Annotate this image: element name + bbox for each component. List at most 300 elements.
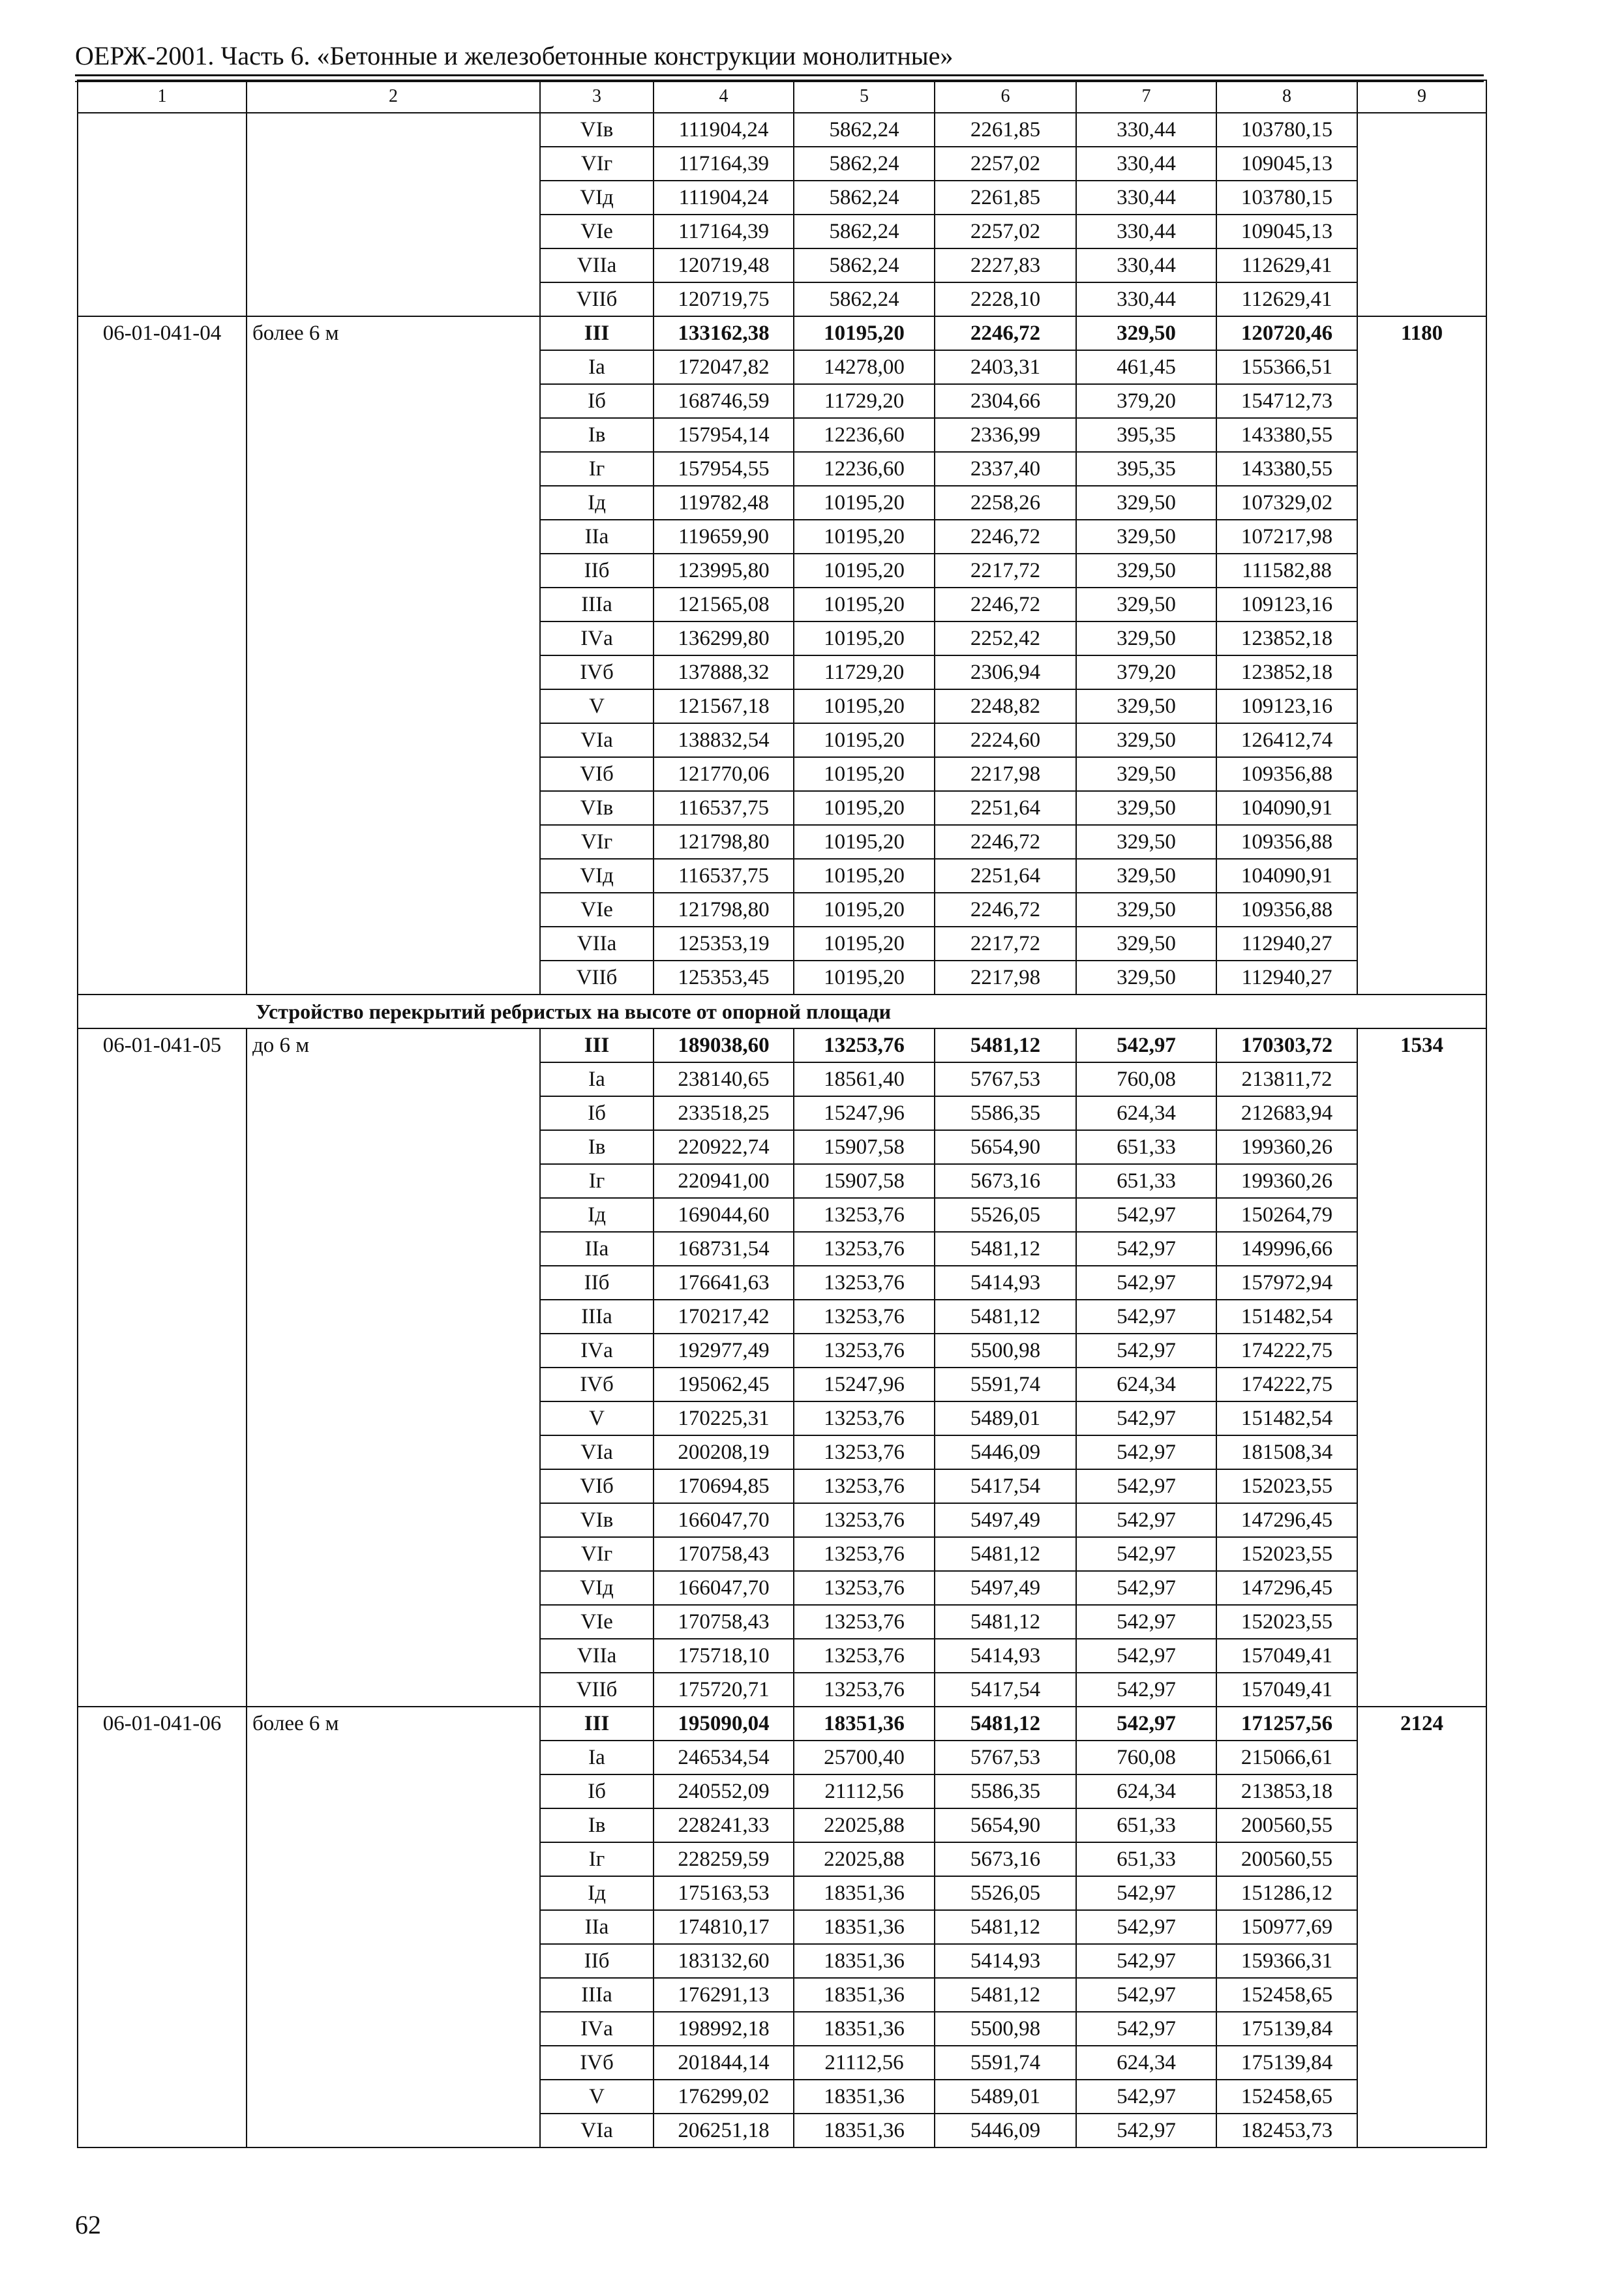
col4-value: 125353,45 [654,961,794,995]
col7-value: 329,50 [1076,757,1216,791]
col4-value: 136299,80 [654,621,794,655]
col4-value: 169044,60 [654,1198,794,1232]
col4-value: 168746,59 [654,384,794,418]
col5-value: 22025,88 [794,1808,935,1842]
col8-value: 112940,27 [1216,961,1357,995]
code-cell: 06-01-041-04 [78,316,247,995]
col8-value: 155366,51 [1216,350,1357,384]
col8-value: 151286,12 [1216,1876,1357,1910]
col6-value: 2248,82 [935,689,1076,723]
col5-value: 13253,76 [794,1401,935,1435]
class-cell: VIд [540,859,654,893]
col4-value: 220941,00 [654,1164,794,1198]
column-number: 2 [247,80,540,113]
col5-value: 13253,76 [794,1028,935,1062]
col7-value: 379,20 [1076,384,1216,418]
col5-value: 13253,76 [794,1605,935,1639]
col7-value: 329,50 [1076,893,1216,927]
col6-value: 2261,85 [935,113,1076,147]
col9-cell: 2124 [1357,1707,1486,2147]
col4-value: 166047,70 [654,1503,794,1537]
col8-value: 109123,16 [1216,689,1357,723]
col4-value: 175718,10 [654,1639,794,1673]
col8-value: 149996,66 [1216,1232,1357,1266]
col5-value: 13253,76 [794,1198,935,1232]
class-cell: Iг [540,1164,654,1198]
col8-value: 157049,41 [1216,1673,1357,1707]
col7-value: 461,45 [1076,350,1216,384]
col6-value: 5481,12 [935,1300,1076,1334]
col5-value: 13253,76 [794,1334,935,1368]
header-rule [75,74,1484,76]
col4-value: 170694,85 [654,1469,794,1503]
col6-value: 2257,02 [935,147,1076,181]
col5-value: 18561,40 [794,1062,935,1096]
class-cell: IIа [540,1910,654,1944]
col5-value: 18351,36 [794,1707,935,1741]
col5-value: 5862,24 [794,215,935,248]
column-number: 4 [654,80,794,113]
class-cell: Iд [540,1198,654,1232]
col6-value: 2403,31 [935,350,1076,384]
col4-value: 116537,75 [654,791,794,825]
class-cell: VIв [540,1503,654,1537]
col5-value: 11729,20 [794,384,935,418]
class-cell: IIIа [540,588,654,621]
page-header [75,40,1484,82]
col7-value: 329,50 [1076,723,1216,757]
col7-value: 329,50 [1076,486,1216,520]
class-cell: IVб [540,1368,654,1401]
col8-value: 151482,54 [1216,1401,1357,1435]
col6-value: 5481,12 [935,1537,1076,1571]
col7-value: 651,33 [1076,1842,1216,1876]
column-number: 1 [78,80,247,113]
col8-value: 151482,54 [1216,1300,1357,1334]
col7-value: 329,50 [1076,825,1216,859]
col8-value: 120720,46 [1216,316,1357,350]
col5-value: 13253,76 [794,1571,935,1605]
col7-value: 542,97 [1076,1435,1216,1469]
col7-value: 542,97 [1076,1232,1216,1266]
col8-value: 104090,91 [1216,791,1357,825]
col8-value: 154712,73 [1216,384,1357,418]
col4-value: 200208,19 [654,1435,794,1469]
col8-value: 199360,26 [1216,1164,1357,1198]
col6-value: 5526,05 [935,1198,1076,1232]
col5-value: 5862,24 [794,248,935,282]
col4-value: 201844,14 [654,2046,794,2080]
col6-value: 2336,99 [935,418,1076,452]
class-cell: Iб [540,1096,654,1130]
col5-value: 10195,20 [794,927,935,961]
class-cell: IVб [540,2046,654,2080]
col4-value: 125353,19 [654,927,794,961]
col6-value: 5481,12 [935,1910,1076,1944]
section-row [78,995,1486,1028]
class-cell: IVб [540,655,654,689]
col7-value: 542,97 [1076,1876,1216,1910]
class-cell: IVа [540,2012,654,2046]
col6-value: 5414,93 [935,1944,1076,1978]
description-cell: более 6 м [247,316,540,995]
col6-value: 5489,01 [935,2080,1076,2114]
col4-value: 176641,63 [654,1266,794,1300]
col8-value: 109123,16 [1216,588,1357,621]
class-cell: VIв [540,113,654,147]
col8-value: 150264,79 [1216,1198,1357,1232]
class-cell: IIб [540,1266,654,1300]
col4-value: 168731,54 [654,1232,794,1266]
col7-value: 624,34 [1076,1774,1216,1808]
col8-value: 123852,18 [1216,621,1357,655]
col6-value: 5767,53 [935,1741,1076,1774]
col4-value: 228241,33 [654,1808,794,1842]
col4-value: 119659,90 [654,520,794,554]
class-cell: Iа [540,1741,654,1774]
col7-value: 651,33 [1076,1164,1216,1198]
code-cell [78,113,247,316]
col5-value: 13253,76 [794,1503,935,1537]
col6-value: 2304,66 [935,384,1076,418]
class-cell: Iв [540,1808,654,1842]
col4-value: 176299,02 [654,2080,794,2114]
col7-value: 542,97 [1076,2080,1216,2114]
class-cell: Iа [540,350,654,384]
col7-value: 329,50 [1076,859,1216,893]
col8-value: 150977,69 [1216,1910,1357,1944]
class-cell: V [540,2080,654,2114]
col5-value: 13253,76 [794,1300,935,1334]
col4-value: 220922,74 [654,1130,794,1164]
col8-value: 174222,75 [1216,1334,1357,1368]
class-cell: VIIа [540,1639,654,1673]
table-row [78,1028,1486,1062]
rates-table [77,80,1487,2148]
col4-value: 166047,70 [654,1571,794,1605]
col4-value: 238140,65 [654,1062,794,1096]
col5-value: 10195,20 [794,588,935,621]
col4-value: 119782,48 [654,486,794,520]
class-cell: III [540,1707,654,1741]
col6-value: 5673,16 [935,1164,1076,1198]
col6-value: 5526,05 [935,1876,1076,1910]
col7-value: 542,97 [1076,1910,1216,1944]
col4-value: 121770,06 [654,757,794,791]
col4-value: 157954,14 [654,418,794,452]
col7-value: 329,50 [1076,961,1216,995]
col4-value: 170758,43 [654,1605,794,1639]
col5-value: 13253,76 [794,1266,935,1300]
col7-value: 651,33 [1076,1130,1216,1164]
col4-value: 157954,55 [654,452,794,486]
class-cell: Iг [540,1842,654,1876]
column-number: 9 [1357,80,1486,113]
col4-value: 121798,80 [654,825,794,859]
col8-value: 112629,41 [1216,248,1357,282]
description-cell [247,113,540,316]
class-cell: VIе [540,215,654,248]
col4-value: 174810,17 [654,1910,794,1944]
col5-value: 15907,58 [794,1130,935,1164]
class-cell: Iг [540,452,654,486]
col4-value: 116537,75 [654,859,794,893]
col7-value: 542,97 [1076,1503,1216,1537]
col8-value: 157049,41 [1216,1639,1357,1673]
col7-value: 330,44 [1076,181,1216,215]
col4-value: 175163,53 [654,1876,794,1910]
col5-value: 21112,56 [794,2046,935,2080]
col7-value: 542,97 [1076,1401,1216,1435]
col8-value: 109045,13 [1216,215,1357,248]
class-cell: Iа [540,1062,654,1096]
col6-value: 5591,74 [935,2046,1076,2080]
col4-value: 123995,80 [654,554,794,588]
col8-value: 107329,02 [1216,486,1357,520]
col7-value: 542,97 [1076,1571,1216,1605]
col8-value: 152023,55 [1216,1537,1357,1571]
page-title: ОЕРЖ-2001. Часть 6. «Бетонные и железобетонные конструкции монолитные» [75,41,954,70]
col6-value: 5497,49 [935,1503,1076,1537]
col5-value: 10195,20 [794,554,935,588]
col7-value: 330,44 [1076,215,1216,248]
col4-value: 176291,13 [654,1978,794,2012]
col6-value: 2337,40 [935,452,1076,486]
col8-value: 152023,55 [1216,1605,1357,1639]
col7-value: 542,97 [1076,1978,1216,2012]
col6-value: 5481,12 [935,1028,1076,1062]
col4-value: 133162,38 [654,316,794,350]
col6-value: 5489,01 [935,1401,1076,1435]
col6-value: 2224,60 [935,723,1076,757]
col7-value: 542,97 [1076,1605,1216,1639]
col6-value: 5481,12 [935,1707,1076,1741]
col6-value: 5591,74 [935,1368,1076,1401]
col4-value: 121567,18 [654,689,794,723]
class-cell: VIд [540,181,654,215]
col5-value: 10195,20 [794,791,935,825]
col4-value: 170217,42 [654,1300,794,1334]
col4-value: 121565,08 [654,588,794,621]
col7-value: 330,44 [1076,113,1216,147]
col4-value: 137888,32 [654,655,794,689]
col8-value: 109356,88 [1216,825,1357,859]
col7-value: 542,97 [1076,1266,1216,1300]
col6-value: 2217,72 [935,927,1076,961]
class-cell: VIг [540,147,654,181]
col8-value: 199360,26 [1216,1130,1357,1164]
class-cell: Iб [540,1774,654,1808]
col9-cell [1357,113,1486,316]
class-cell: V [540,1401,654,1435]
col9-cell: 1534 [1357,1028,1486,1707]
class-cell: VIа [540,1435,654,1469]
col8-value: 126412,74 [1216,723,1357,757]
col8-value: 152458,65 [1216,1978,1357,2012]
col8-value: 175139,84 [1216,2012,1357,2046]
col7-value: 542,97 [1076,1198,1216,1232]
col4-value: 192977,49 [654,1334,794,1368]
col5-value: 13253,76 [794,1435,935,1469]
col8-value: 181508,34 [1216,1435,1357,1469]
col7-value: 542,97 [1076,2012,1216,2046]
col4-value: 198992,18 [654,2012,794,2046]
col7-value: 624,34 [1076,1096,1216,1130]
col7-value: 395,35 [1076,452,1216,486]
col4-value: 120719,48 [654,248,794,282]
col6-value: 5414,93 [935,1266,1076,1300]
class-cell: IVа [540,1334,654,1368]
col6-value: 5586,35 [935,1774,1076,1808]
class-cell: VIе [540,893,654,927]
class-cell: VIд [540,1571,654,1605]
col7-value: 330,44 [1076,282,1216,316]
col6-value: 5481,12 [935,1605,1076,1639]
col7-value: 395,35 [1076,418,1216,452]
col4-value: 172047,82 [654,350,794,384]
class-cell: IIб [540,554,654,588]
col8-value: 143380,55 [1216,452,1357,486]
col5-value: 18351,36 [794,2114,935,2147]
col6-value: 5417,54 [935,1469,1076,1503]
col5-value: 11729,20 [794,655,935,689]
col4-value: 111904,24 [654,181,794,215]
col4-value: 189038,60 [654,1028,794,1062]
col8-value: 215066,61 [1216,1741,1357,1774]
col6-value: 5414,93 [935,1639,1076,1673]
class-cell: III [540,1028,654,1062]
class-cell: VIIа [540,927,654,961]
col8-value: 143380,55 [1216,418,1357,452]
col5-value: 10195,20 [794,689,935,723]
class-cell: IIIа [540,1978,654,2012]
code-cell: 06-01-041-05 [78,1028,247,1707]
col7-value: 329,50 [1076,621,1216,655]
col7-value: 542,97 [1076,1334,1216,1368]
col7-value: 330,44 [1076,248,1216,282]
col7-value: 542,97 [1076,1028,1216,1062]
class-cell: Iд [540,486,654,520]
col5-value: 12236,60 [794,418,935,452]
column-number: 7 [1076,80,1216,113]
col4-value: 170225,31 [654,1401,794,1435]
class-cell: IIа [540,520,654,554]
class-cell: VIIб [540,961,654,995]
col8-value: 152023,55 [1216,1469,1357,1503]
col6-value: 2306,94 [935,655,1076,689]
description-cell: до 6 м [247,1028,540,1707]
col4-value: 170758,43 [654,1537,794,1571]
col4-value: 117164,39 [654,215,794,248]
col5-value: 13253,76 [794,1673,935,1707]
col8-value: 109356,88 [1216,893,1357,927]
col7-value: 542,97 [1076,2114,1216,2147]
col4-value: 246534,54 [654,1741,794,1774]
col4-value: 175720,71 [654,1673,794,1707]
class-cell: VIа [540,723,654,757]
col5-value: 13253,76 [794,1469,935,1503]
code-cell: 06-01-041-06 [78,1707,247,2147]
column-number: 6 [935,80,1076,113]
col5-value: 13253,76 [794,1537,935,1571]
column-number: 3 [540,80,654,113]
col5-value: 5862,24 [794,282,935,316]
col5-value: 21112,56 [794,1774,935,1808]
col6-value: 5654,90 [935,1130,1076,1164]
col5-value: 13253,76 [794,1639,935,1673]
col7-value: 542,97 [1076,1944,1216,1978]
col8-value: 159366,31 [1216,1944,1357,1978]
table-row [78,113,1486,147]
column-number: 8 [1216,80,1357,113]
column-number: 5 [794,80,935,113]
class-cell: V [540,689,654,723]
col7-value: 624,34 [1076,2046,1216,2080]
section-title: Устройство перекрытий ребристых на высоте от опорной площади [78,995,1486,1028]
col5-value: 15247,96 [794,1096,935,1130]
class-cell: VIг [540,1537,654,1571]
col8-value: 147296,45 [1216,1571,1357,1605]
col8-value: 109356,88 [1216,757,1357,791]
class-cell: VIIб [540,1673,654,1707]
col5-value: 10195,20 [794,621,935,655]
col8-value: 103780,15 [1216,181,1357,215]
col7-value: 542,97 [1076,1707,1216,1741]
class-cell: Iб [540,384,654,418]
col5-value: 12236,60 [794,452,935,486]
column-number-row [78,80,1486,113]
col5-value: 15247,96 [794,1368,935,1401]
col6-value: 2261,85 [935,181,1076,215]
col6-value: 2246,72 [935,520,1076,554]
col4-value: 206251,18 [654,2114,794,2147]
col7-value: 329,50 [1076,316,1216,350]
col8-value: 112940,27 [1216,927,1357,961]
col5-value: 10195,20 [794,486,935,520]
class-cell: VIг [540,825,654,859]
col5-value: 5862,24 [794,147,935,181]
col5-value: 5862,24 [794,113,935,147]
col6-value: 5767,53 [935,1062,1076,1096]
col7-value: 542,97 [1076,1469,1216,1503]
col5-value: 10195,20 [794,893,935,927]
col4-value: 195090,04 [654,1707,794,1741]
table-row [78,1707,1486,1741]
col5-value: 18351,36 [794,2012,935,2046]
col5-value: 15907,58 [794,1164,935,1198]
class-cell: VIе [540,1605,654,1639]
col7-value: 329,50 [1076,689,1216,723]
col8-value: 111582,88 [1216,554,1357,588]
col7-value: 379,20 [1076,655,1216,689]
col8-value: 174222,75 [1216,1368,1357,1401]
col6-value: 5673,16 [935,1842,1076,1876]
col8-value: 171257,56 [1216,1707,1357,1741]
col4-value: 233518,25 [654,1096,794,1130]
col4-value: 228259,59 [654,1842,794,1876]
col7-value: 329,50 [1076,791,1216,825]
description-cell: более 6 м [247,1707,540,2147]
col4-value: 121798,80 [654,893,794,927]
col6-value: 2258,26 [935,486,1076,520]
col5-value: 18351,36 [794,1944,935,1978]
col5-value: 18351,36 [794,1910,935,1944]
class-cell: VIIа [540,248,654,282]
col5-value: 10195,20 [794,723,935,757]
col4-value: 195062,45 [654,1368,794,1401]
col8-value: 109045,13 [1216,147,1357,181]
col6-value: 2228,10 [935,282,1076,316]
